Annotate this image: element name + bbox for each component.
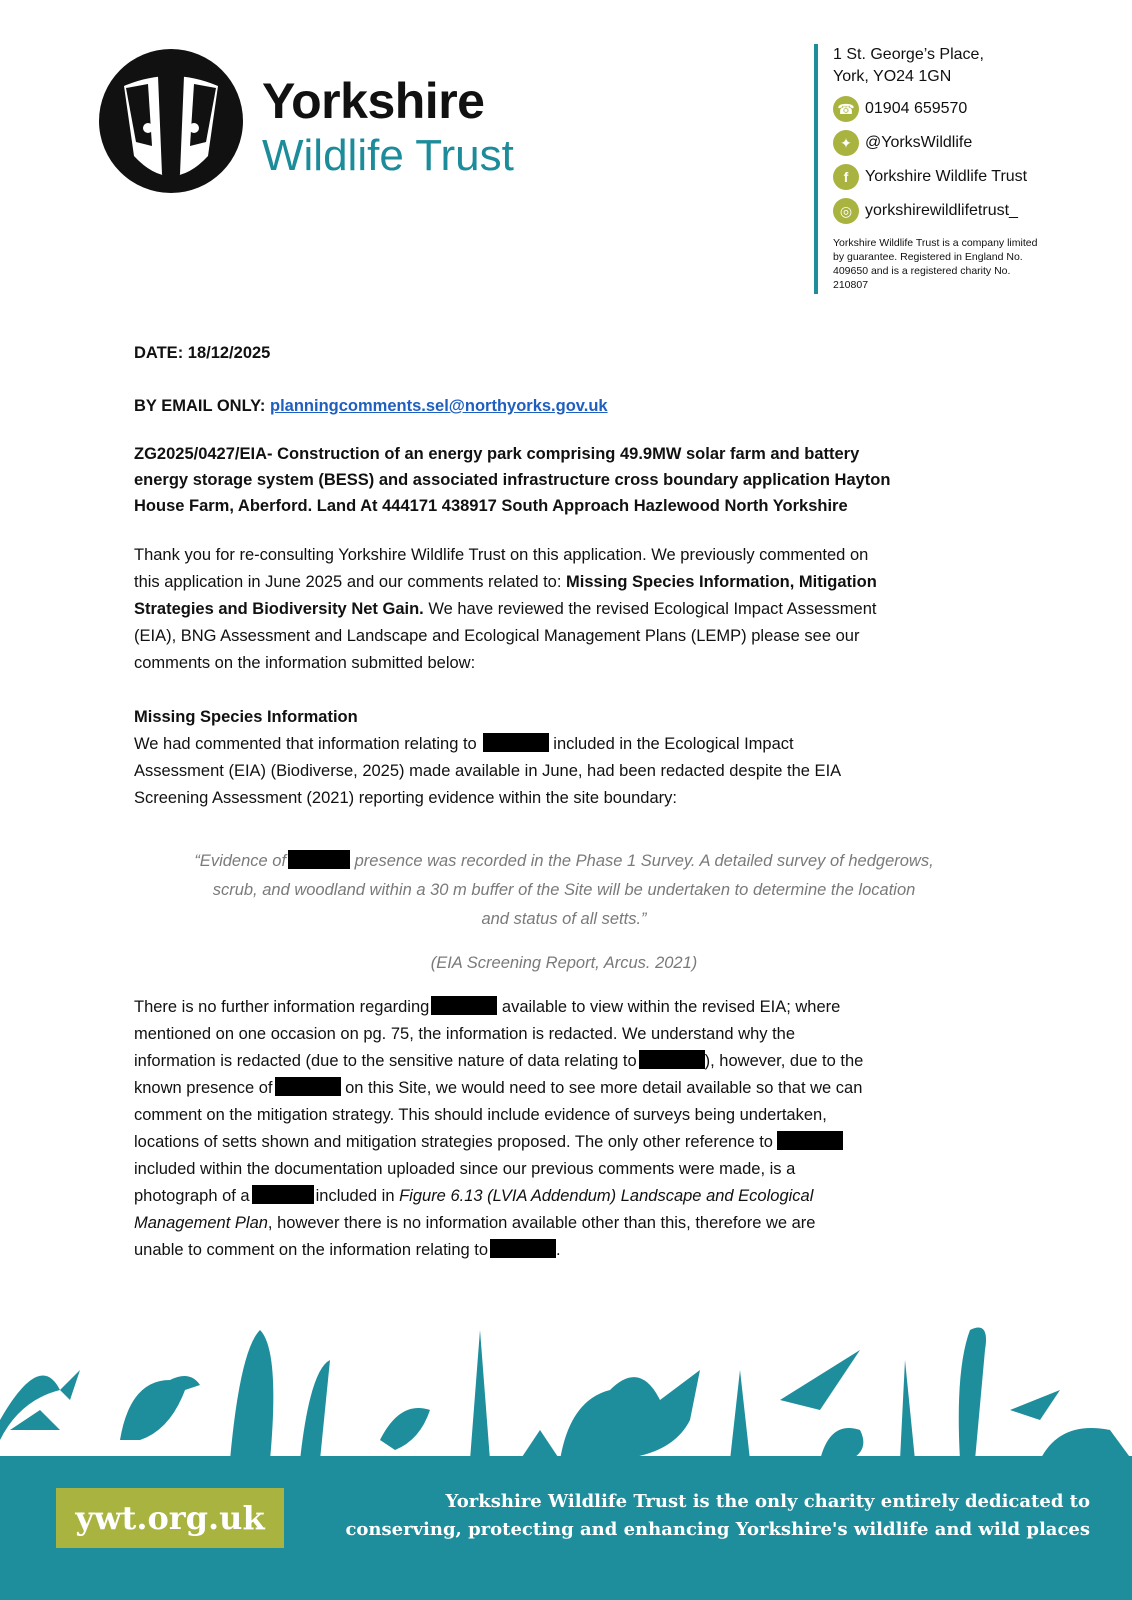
para-line-4 — [134, 1075, 862, 1101]
para-line-9 — [134, 1210, 815, 1236]
letter-date: DATE: 18/12/2025 — [134, 344, 271, 362]
figure-reference: Management Plan — [134, 1214, 268, 1232]
contact-phone — [833, 92, 1123, 126]
intro-text: We have reviewed the revised Ecological Impact Assessment — [423, 600, 877, 618]
para-line-5: comment on the mitigation strategy. This should include evidence of surveys being undertaken, — [134, 1106, 827, 1124]
para-line-7: included within the documentation uploaded since our previous comments were made, is a — [134, 1160, 796, 1178]
para-line-1 — [134, 994, 840, 1020]
badger-logo — [96, 46, 246, 196]
section-text: included in the Ecological Impact — [548, 735, 794, 753]
registration-text: Yorkshire Wildlife Trust is a company limited by guarantee. Registered in England No. 409650 and is a registered charity No. 210807 — [833, 237, 1038, 291]
wildlife-silhouette-banner — [0, 1290, 1132, 1460]
para-text: included in — [315, 1187, 400, 1205]
intro-line-1: Thank you for re-consulting Yorkshire Wildlife Trust on this application. We previously commented on — [134, 546, 869, 564]
section-line-2: Assessment (EIA) (Biodiverse, 2025) made available in June, had been redacted despite the EIA — [134, 762, 842, 780]
section-heading: Missing Species Information — [134, 708, 358, 726]
org-name-line2: Wildlife Trust — [262, 131, 514, 180]
quote-line-3: and status of all setts.” — [481, 910, 647, 928]
para-text: locations of setts shown and mitigation strategies proposed. The only other reference to — [134, 1133, 773, 1151]
para-line-6 — [134, 1129, 843, 1155]
quote-line-2: scrub, and woodland within a 30 m buffer of the Site will be undertaken to determine the location — [212, 881, 916, 899]
quote-text: presence was recorded in the Phase 1 Survey. A detailed survey of hedgerows, — [350, 852, 934, 870]
redaction — [431, 996, 497, 1015]
footer-tagline-line2: conserving, protecting and enhancing Yorkshire's wildlife and wild places — [345, 1519, 1090, 1540]
redaction — [275, 1077, 341, 1096]
bird-icon — [120, 1376, 200, 1440]
section-line-1 — [134, 731, 794, 757]
dragonfly-icon — [1010, 1390, 1060, 1420]
org-name-line1: Yorkshire — [262, 73, 485, 129]
para-text: , however there is no information available other than this, therefore we are — [267, 1214, 816, 1232]
phone-number: 01904 659570 — [865, 100, 968, 117]
redaction — [288, 850, 350, 869]
footer-tagline-line1: Yorkshire Wildlife Trust is the only charity entirely dedicated to — [445, 1491, 1090, 1512]
address-line2: York, YO24 1GN — [833, 68, 952, 85]
para-text: photograph of a — [134, 1187, 250, 1205]
reed-icon — [470, 1330, 490, 1460]
para-text: ), however, due to the — [704, 1052, 864, 1070]
email-link[interactable]: planningcomments.sel@northyorks.gov.uk — [270, 397, 608, 415]
footer-website[interactable]: ywt.org.uk — [56, 1488, 284, 1548]
contact-instagram — [833, 194, 1123, 228]
para-line-8 — [134, 1183, 813, 1209]
instagram-handle: yorkshirewildlifetrust_ — [865, 202, 1018, 219]
para-text: known presence of — [134, 1079, 273, 1097]
intro-line-2 — [134, 569, 877, 595]
para-text: There is no further information regarding — [134, 998, 430, 1016]
redaction — [639, 1050, 705, 1069]
subject-line-2: energy storage system (BESS) and associated infrastructure cross boundary application Hayton — [134, 471, 891, 489]
twitter-icon: ✦ — [833, 130, 859, 156]
quote-text: “Evidence of — [194, 852, 287, 870]
dragonfly-icon — [60, 1370, 80, 1400]
phone-icon: ☎ — [833, 96, 859, 122]
para-text: unable to comment on the information relating to — [134, 1241, 489, 1259]
plant-icon — [730, 1370, 750, 1460]
subject-line-1: ZG2025/0427/EIA- Construction of an energy park comprising 49.9MW solar farm and battery — [134, 445, 860, 463]
para-line-3 — [134, 1048, 863, 1074]
intro-topics: Missing Species Information, Mitigation — [566, 573, 877, 591]
quote-source: (EIA Screening Report, Arcus. 2021) — [430, 954, 698, 972]
seaweed-icon — [230, 1330, 273, 1460]
intro-line-3 — [134, 596, 877, 622]
intro-line-4: (EIA), BNG Assessment and Landscape and Ecological Management Plans (LEMP) please see our — [134, 627, 860, 645]
contact-facebook — [833, 160, 1123, 194]
leaf-icon — [0, 1375, 60, 1440]
para-text: . — [556, 1241, 561, 1259]
para-text: available to view within the revised EIA; where — [497, 998, 841, 1016]
para-text: information is redacted (due to the sensitive nature of data relating to — [134, 1052, 637, 1070]
email-line — [134, 393, 608, 419]
intro-topics: Strategies and Biodiversity Net Gain. — [134, 600, 424, 618]
bird-of-prey-icon — [780, 1350, 860, 1410]
subject-line-3: House Farm, Aberford. Land At 444171 438917 South Approach Hazlewood North Yorkshire — [134, 497, 848, 515]
heron-icon — [959, 1328, 986, 1461]
fox-icon — [560, 1370, 700, 1460]
footer-tagline — [300, 1488, 1090, 1544]
redaction — [777, 1131, 843, 1150]
contact-block — [833, 44, 1123, 292]
instagram-icon: ◎ — [833, 198, 859, 224]
redaction — [483, 733, 549, 752]
quote-line-1 — [134, 847, 994, 876]
redaction — [252, 1185, 314, 1204]
twitter-handle: @YorksWildlife — [865, 134, 973, 151]
facebook-icon: f — [833, 164, 859, 190]
redaction — [490, 1239, 556, 1258]
section-line-3: Screening Assessment (2021) reporting evidence within the site boundary: — [134, 789, 677, 807]
intro-text: this application in June 2025 and our comments related to: — [134, 573, 567, 591]
intro-line-5: comments on the information submitted below: — [134, 654, 476, 672]
contact-twitter — [833, 126, 1123, 160]
butterfly-icon — [380, 1408, 430, 1450]
figure-reference: Figure 6.13 (LVIA Addendum) Landscape and Ecological — [399, 1187, 814, 1205]
address-line1: 1 St. George’s Place, — [833, 46, 984, 63]
facebook-name: Yorkshire Wildlife Trust — [865, 168, 1028, 185]
contact-divider — [814, 44, 818, 294]
para-text: on this Site, we would need to see more detail available so that we can — [340, 1079, 863, 1097]
email-label: BY EMAIL ONLY: — [134, 397, 270, 415]
para-line-2: mentioned on one occasion on pg. 75, the information is redacted. We understand why the — [134, 1025, 796, 1043]
para-line-10 — [134, 1237, 561, 1263]
section-text: We had commented that information relating to — [134, 735, 477, 753]
